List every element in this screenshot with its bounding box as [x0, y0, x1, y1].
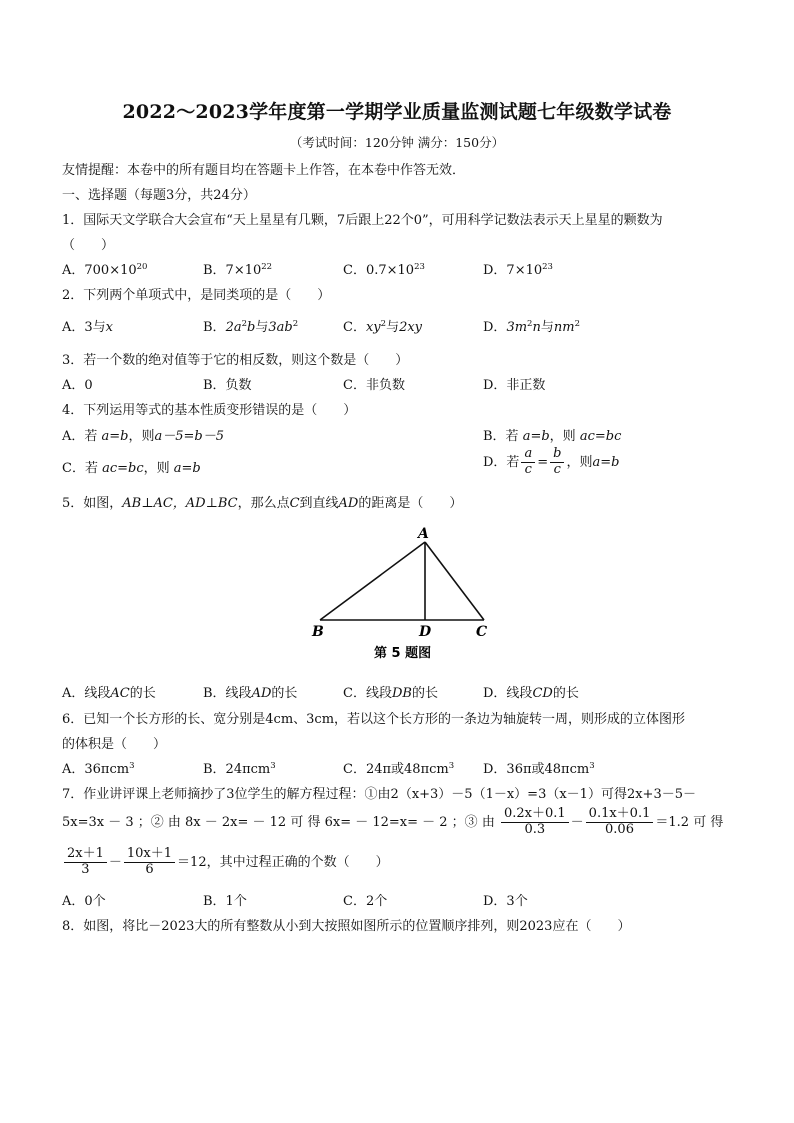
q7-fraction-2: $\frac{0.1x+0.1}{0.06}$: [586, 807, 654, 838]
q5-stem: 5．如图，AB⊥AC，AD⊥BC，那么点C到直线AD的距离是（ ）: [62, 496, 463, 511]
q7-stem-line1: 7．作业讲评课上老师摘抄了3位学生的解方程过程：①由2（x+3）－5（1－x）=3（x－1）可得2x+3－5－: [62, 787, 696, 802]
q7-option-d: D．3个: [483, 894, 528, 909]
q3-option-b: B．负数: [203, 378, 252, 393]
label-c: C: [476, 624, 488, 640]
q2-option-d: D．$3m^2n$与$nm^2$: [483, 319, 580, 335]
q7-stem-line3: $\frac{2x+1}{3}$ － $\frac{10x+1}{6}$ ＝12，其中过程正确的个数（ ）: [62, 847, 389, 878]
q1-option-d: D．$7\times 10^{23}$: [483, 262, 553, 278]
q4-option-b: B．若 a=b，则 ac=bc: [483, 429, 622, 444]
q3-option-a: A．0: [62, 378, 93, 393]
q8-stem: 8．如图，将比－2023大的所有整数从小到大按照如图所示的位置顺序排列，则2023应在（ ）: [62, 919, 631, 934]
q3-option-d: D．非正数: [483, 378, 546, 393]
q5-option-c: C．线段DB的长: [343, 686, 438, 701]
section-heading: 一、选择题（每题3分，共24分）: [62, 188, 256, 203]
q5-option-d: D．线段CD的长: [483, 686, 579, 701]
q4-option-a: A．若 a=b，则a－5=b－5: [62, 429, 225, 444]
label-a: A: [418, 526, 429, 542]
label-d: D: [419, 624, 432, 640]
q1-stem: 1．国际天文学联合大会宣布“天上星星有几颗，7后跟上22个0”，可用科学记数法表示天上星星的颗数为: [62, 213, 663, 228]
q2-stem: 2．下列两个单项式中，是同类项的是（ ）: [62, 288, 331, 303]
q6-option-d: D．36π或48πcm$^3$: [483, 761, 595, 777]
q4-stem: 4．下列运用等式的基本性质变形错误的是（ ）: [62, 403, 357, 418]
q7-fraction-4: $\frac{10x+1}{6}$: [124, 847, 175, 878]
q3-option-c: C．非负数: [343, 378, 405, 393]
q5-figure: [308, 524, 498, 668]
q6-option-b: B．24πcm$^3$: [203, 761, 276, 777]
q4-option-d: D．若 $\frac{a}{c}$ = $\frac{b}{c}$ ，则a=b: [483, 446, 620, 477]
exam-title: 2022～2023学年度第一学期学业质量监测试题七年级数学试卷: [122, 101, 672, 123]
q5-option-b: B．线段AD的长: [203, 686, 298, 701]
q2-option-b: B．$2a^2b$与$3ab^2$: [203, 319, 299, 335]
q6-option-c: C．24π或48πcm$^3$: [343, 761, 455, 777]
label-b: B: [312, 624, 324, 640]
q6-stem-line1: 6．已知一个长方形的长、宽分别是4cm、3cm，若以这个长方形的一条边为轴旋转一周，则形成的立体图形: [62, 712, 686, 727]
q1-blank: （ ）: [62, 238, 115, 253]
q2-option-c: C．$xy^2$与2xy: [343, 319, 423, 335]
q3-stem: 3．若一个数的绝对值等于它的相反数，则这个数是（ ）: [62, 353, 409, 368]
exam-subtitle: （考试时间：120分钟 满分：150分）: [289, 135, 505, 150]
q1-option-b: B．$7\times 10^{22}$: [203, 262, 273, 278]
q1-option-a: A．$700\times 10^{20}$: [62, 262, 148, 278]
q6-option-a: A．36πcm$^3$: [62, 761, 135, 777]
q1-option-c: C．$0.7\times 10^{23}$: [343, 262, 425, 278]
q7-fraction-1: $\frac{0.2x+0.1}{0.3}$: [501, 807, 569, 838]
triangle-diagram: [308, 524, 498, 664]
notice-text: 友情提醒：本卷中的所有题目均在答题卡上作答，在本卷中作答无效．: [62, 163, 466, 178]
q4-fraction-b-over-c: $\frac{b}{c}$: [550, 447, 564, 478]
q2-option-a: A．3与x: [62, 320, 114, 335]
figure-caption: 第 5 题图: [374, 646, 432, 661]
q7-option-b: B．1个: [203, 894, 247, 909]
q7-stem-line2: 5x=3x － 3 ；② 由 8x － 2x= － 12 可 得 6x= － 12=x= － 2 ；③ 由 $\frac{0.2x+0.1}{0.3}$ － $\frac{0.1x+0.1}{0.06}$ ＝1.2 可 得: [62, 806, 724, 837]
q5-option-a: A．线段AC的长: [62, 686, 156, 701]
segment-ab: [320, 542, 425, 620]
q4-fraction-a-over-c: $\frac{a}{c}$: [521, 447, 535, 478]
q7-option-a: A．0个: [62, 894, 106, 909]
q7-fraction-3: $\frac{2x+1}{3}$: [64, 847, 107, 878]
segment-ac: [425, 542, 484, 620]
q4-option-c: C．若 ac=bc，则 a=b: [62, 461, 201, 476]
q7-option-c: C．2个: [343, 894, 388, 909]
q6-stem-line2: 的体积是（ ）: [62, 737, 167, 752]
